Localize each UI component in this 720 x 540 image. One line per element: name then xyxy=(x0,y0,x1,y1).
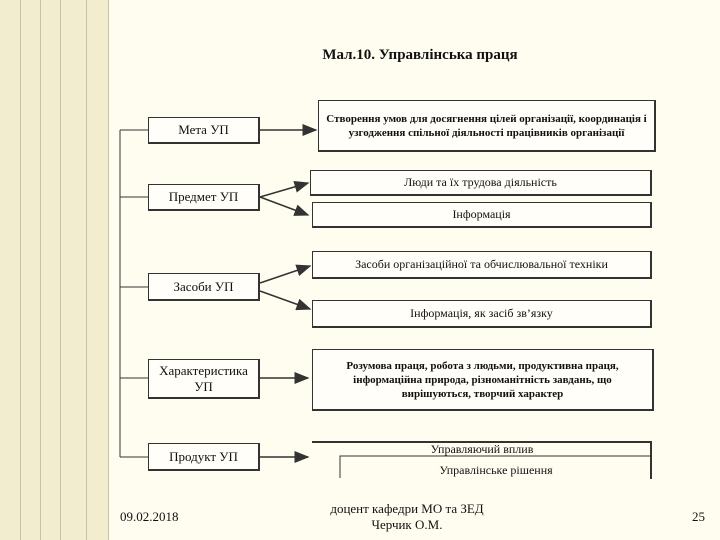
information-text: Інформація xyxy=(452,207,511,221)
characteristics-text: Розумова праця, робота з людьми, продуктивна праця, інформаційна природа, різноманітність завдань, що вирішуються, творчий характер xyxy=(346,359,619,400)
tech-means-text: Засоби організаційної та обчислювальної техніки xyxy=(355,257,608,271)
product-up-label: Продукт УП xyxy=(169,448,238,464)
people-text: Люди та їх трудова діяльність xyxy=(404,175,557,189)
footer-author-name: Черчик О.М. xyxy=(371,517,443,532)
meta-up-label: Мета УП xyxy=(178,122,229,137)
diagram-title: Мал.10. Управлінська праця xyxy=(322,47,518,63)
predmet-up-label: Предмет УП xyxy=(168,189,239,204)
footer-date: 09.02.2018 xyxy=(120,509,179,524)
managing-influence-text: Управляючий вплив xyxy=(430,442,534,456)
management-decision-text: Управлінське рішення xyxy=(439,463,553,477)
characteristic-up-label: Характеристика УП xyxy=(159,362,248,394)
footer-author-position: доцент кафедри МО та ЗЕД xyxy=(330,501,484,516)
footer-page-number: 25 xyxy=(692,509,705,524)
goal-description-text: Створення умов для досягнення цілей організації, координація і узгодження спільної діяльності працівників організації xyxy=(326,112,647,139)
footer-author xyxy=(322,501,492,533)
zasoby-up-label: Засоби УП xyxy=(173,278,234,294)
communication-info-text: Інформація, як засіб зв’язку xyxy=(410,306,553,320)
